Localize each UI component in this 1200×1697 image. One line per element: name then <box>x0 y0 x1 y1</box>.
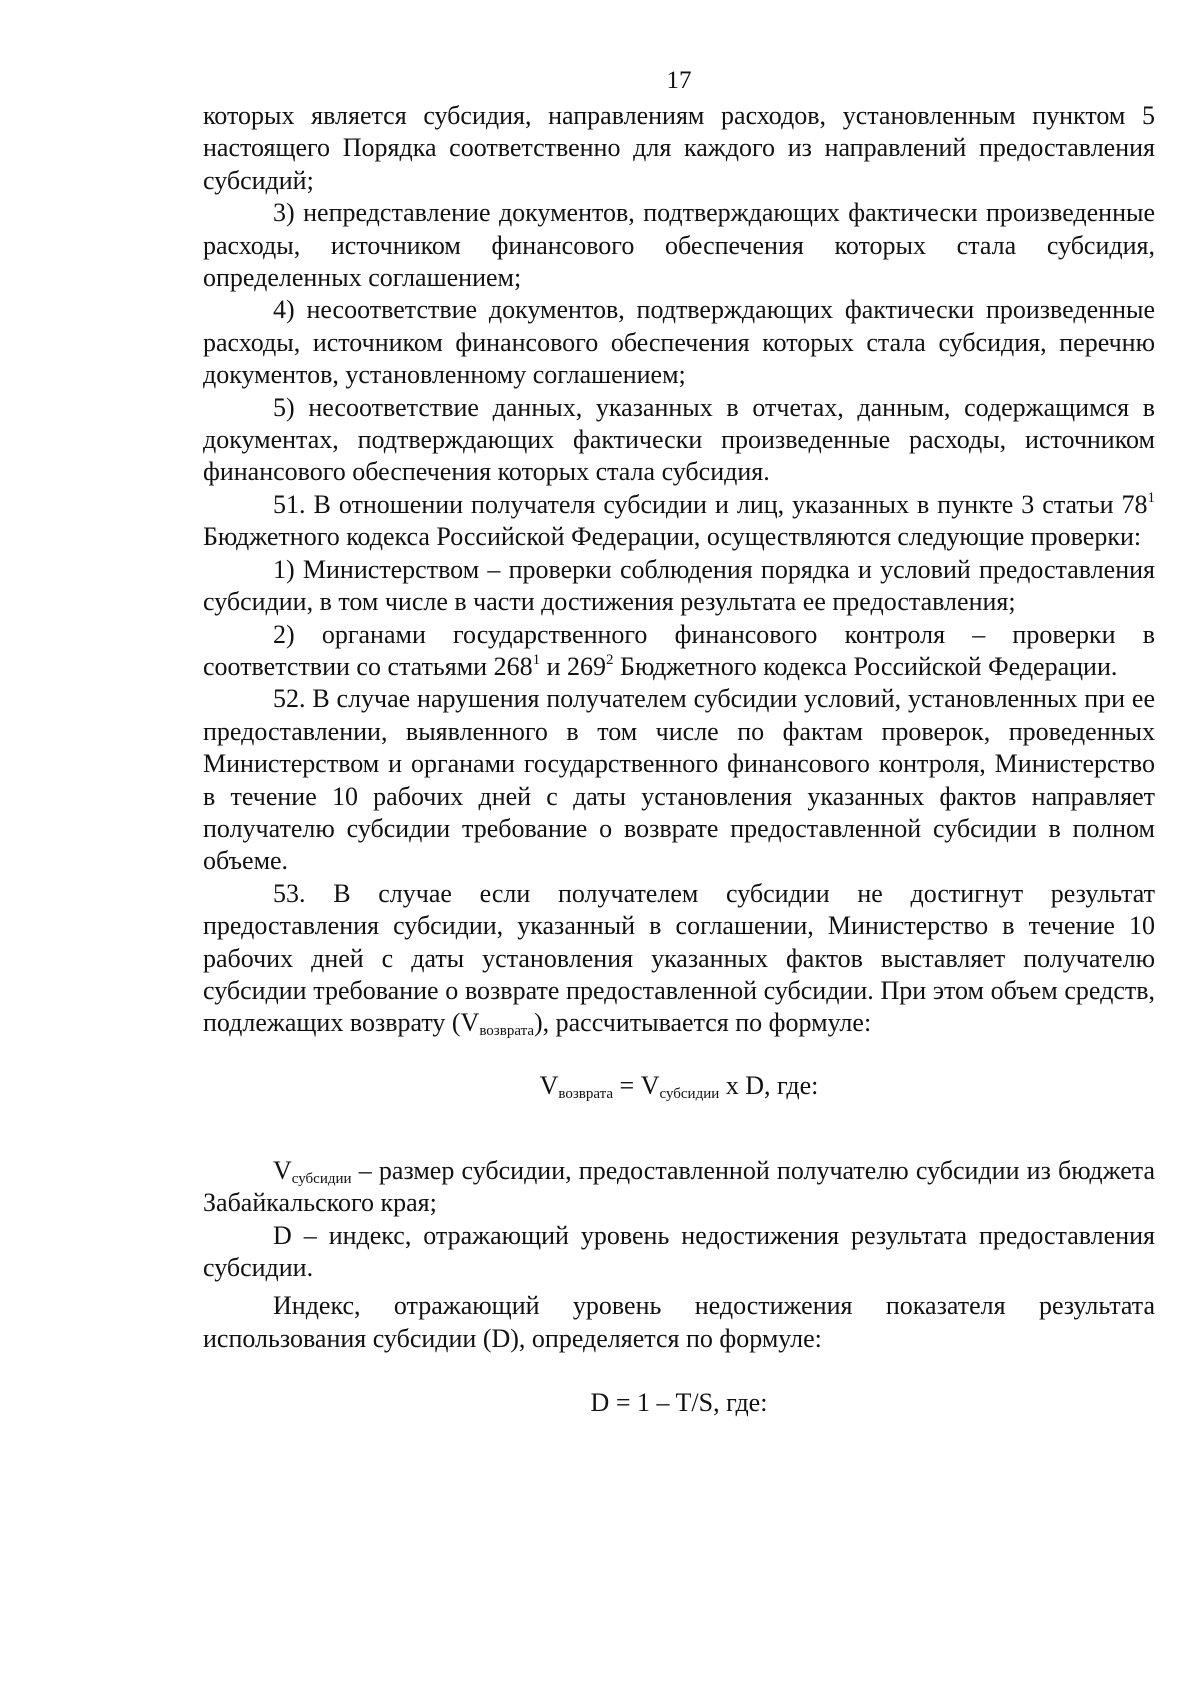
paragraph-51-item-2-text-c: Бюджетного кодекса Российской Федерации. <box>613 651 1118 681</box>
paragraph-53-text-a: 53. В случае если получателем субсидии не достигнут результат предоставления субсидии, указанный в соглашении, Министерство в течение 10 рабочих дней с даты установления указанных фактов выставляет получателю субсидии требование о возврате предоставленной субсидии. При этом объем средств, подлежащих возврату (V <box>203 878 1155 1038</box>
formula-sub-vozvrata: возврата <box>558 1085 614 1102</box>
definition-v-subsidii <box>203 1155 1155 1220</box>
paragraph-51-item-2-text-b: и 269 <box>540 651 607 681</box>
paragraph-51-item-2-text-a: 2) органами государственного финансового контроля – проверки в соответствии со статьями 268 <box>203 619 1155 681</box>
formula-v: V <box>539 1070 559 1100</box>
paragraph-item-4: 4) несоответствие документов, подтверждающих фактически произведенные расходы, источником финансового обеспечения которых стала субсидия, перечню документов, установленному соглашением; <box>203 295 1155 390</box>
superscript-269: 2 <box>606 651 614 668</box>
definition-sub-subsidii: субсидии <box>291 1170 352 1187</box>
paragraph-53 <box>203 878 1155 1040</box>
paragraph-item-3: 3) непредставление документов, подтверждающих фактически произведенные расходы, источником финансового обеспечения которых стала субсидия, определенных соглашением; <box>203 198 1155 293</box>
superscript-1: 1 <box>1147 489 1155 506</box>
paragraph-index-d: Индекс, отражающий уровень недостижения показателя результата использования субсидии (D), определяется по формуле: <box>203 1291 1155 1353</box>
document-page <box>203 66 1155 1419</box>
definition-d: D – индекс, отражающий уровень недостижения результата предоставления субсидии. <box>203 1220 1155 1282</box>
paragraph-52: 52. В случае нарушения получателем субсидии условий, установленных при ее предоставлении, выявленного в том числе по фактам проверок, проведенных Министерством и органами государственного финансового контроля, Министерство в течение 10 рабочих дней с даты установления указанных фактов направляет получателю субсидии требование о возврате предоставленной субсидии в полном объеме. <box>203 684 1155 876</box>
page-number: 17 <box>666 67 692 94</box>
formula-sub-subsidii: субсидии <box>659 1085 720 1102</box>
paragraph-51-text-a: 51. В отношении получателя субсидии и лиц, указанных в пункте 3 статьи 78 <box>273 489 1148 519</box>
subscript-vozvrata: возврата <box>479 1023 534 1040</box>
paragraph-51 <box>203 489 1155 554</box>
paragraph-item-5: 5) несоответствие данных, указанных в отчетах, данным, содержащимся в документах, подтверждающих фактически произведенные расходы, источником финансового обеспечения которых стала субсидия. <box>203 392 1155 487</box>
definition-v: V <box>273 1155 292 1185</box>
paragraph-51-text-b: Бюджетного кодекса Российской Федерации, осуществляются следующие проверки: <box>203 522 1142 552</box>
paragraph-continuation: которых является субсидия, направлениям расходов, установленным пунктом 5 настоящего Порядка соответственно для каждого из направлений предоставления субсидий; <box>203 101 1155 195</box>
definition-text: – размер субсидии, предоставленной получателю субсидии из бюджета Забайкальского края; <box>203 1155 1155 1218</box>
paragraph-53-text-b: ), рассчитывается по формуле: <box>533 1008 872 1038</box>
superscript-268: 1 <box>532 651 541 668</box>
formula-equals: = V <box>613 1070 660 1100</box>
paragraph-51-item-1: 1) Министерством – проверки соблюдения порядка и условий предоставления субсидии, в том числе в части достижения результата ее предоставления; <box>203 554 1155 617</box>
paragraph-51-item-2 <box>203 619 1155 684</box>
formula-index-d: D = 1 – T/S, где: <box>590 1388 768 1418</box>
formula-return-amount <box>203 1070 1155 1102</box>
formula-rest: x D, где: <box>719 1070 819 1100</box>
